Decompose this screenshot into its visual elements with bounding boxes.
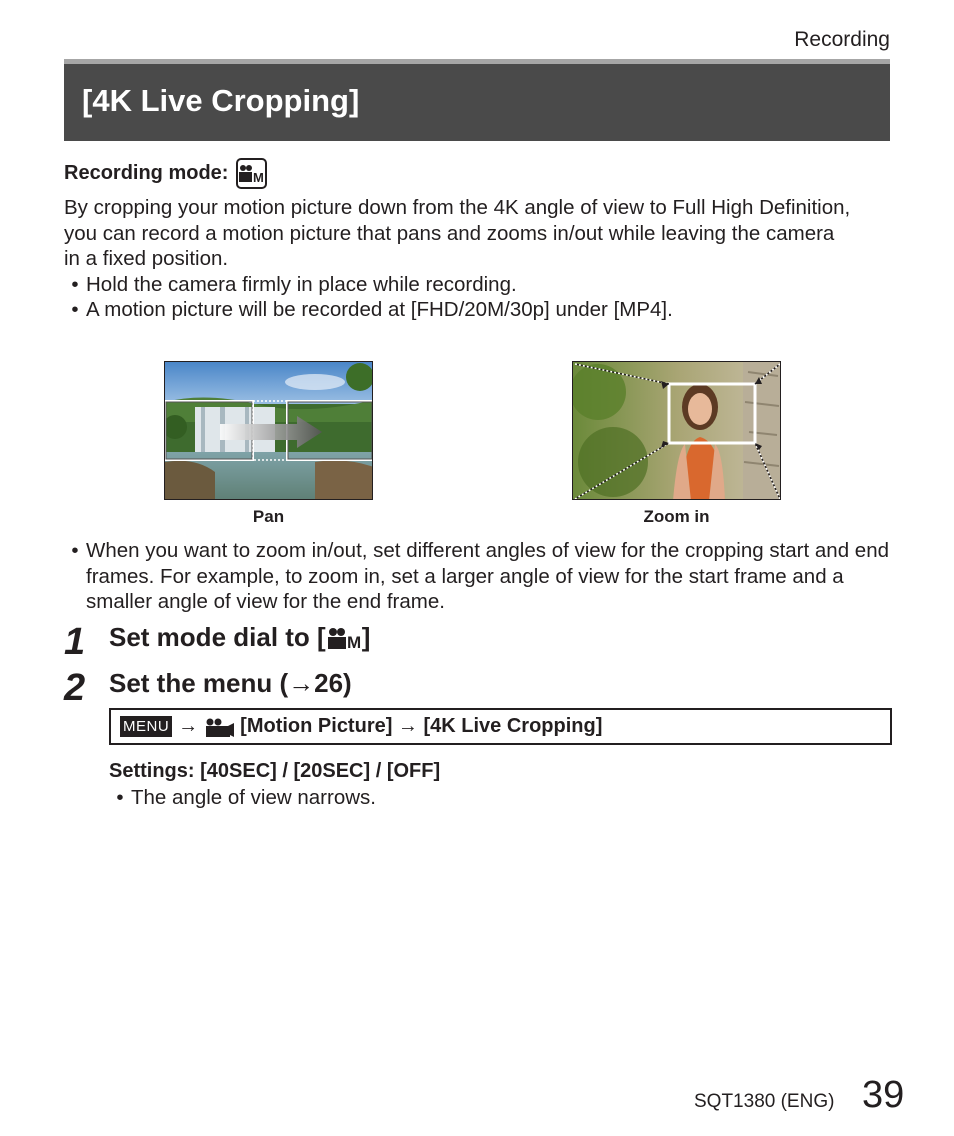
bullet-dot: • [116, 786, 124, 809]
settings-line: Settings: [40SEC] / [20SEC] / [OFF] [109, 760, 441, 782]
title-bar [64, 59, 890, 141]
bullet-text: The angle of view narrows. [131, 786, 376, 809]
bullet-dot: • [71, 273, 79, 296]
pan-caption: Pan [252, 507, 285, 526]
menu-arrow: → [178, 715, 199, 737]
page-title: [4K Live Cropping] [82, 83, 360, 118]
section-label: Recording [794, 28, 890, 51]
motion-picture-menu-icon [204, 717, 234, 737]
menu-icon: MENU [120, 716, 172, 737]
movie-mode-icon [236, 158, 267, 189]
footer-code: SQT1380 (ENG) [694, 1091, 835, 1112]
bullet-settings-note [109, 785, 376, 811]
intro-paragraph: By cropping your motion picture down from the 4K angle of view to Full High Definition, you can record a motion picture that pans and zooms in/out while leaving the camera in a fixed position. [64, 196, 851, 270]
bullet-text: Hold the camera firmly in place while recording. [86, 273, 517, 296]
menu-path-box [109, 708, 892, 745]
step-1-text [109, 622, 370, 653]
bullet-hold-camera [64, 272, 517, 298]
page-number: 39 [862, 1074, 905, 1116]
bullet-format [64, 297, 673, 323]
step-1-suffix: ] [361, 622, 371, 652]
recording-mode [64, 158, 267, 189]
movie-mode-icon [327, 626, 361, 650]
step-1-number: 1 [64, 621, 86, 663]
step-1-icon-letter: M [346, 632, 361, 650]
bullet-dot: • [71, 298, 79, 321]
bullet-zoom-note [64, 538, 894, 615]
step-2-number: 2 [64, 667, 86, 709]
step-1-prefix: Set mode dial to [ [109, 622, 326, 652]
recording-mode-label: Recording mode: [64, 162, 229, 184]
bullet-dot: • [71, 539, 79, 562]
zoom-caption: Zoom in [643, 507, 710, 526]
bullet-text: A motion picture will be recorded at [FHD/20M/30p] under [MP4]. [86, 298, 673, 321]
step-2-text: Set the menu (→26) [109, 668, 352, 698]
zoom-illustration [572, 361, 781, 500]
bullet-text: When you want to zoom in/out, set different angles of view for the cropping start and end frames. For example, to zoom in, set a larger angle of view for the start frame and a smaller angle of view for the end frame. [86, 539, 890, 613]
menu-path-text: [Motion Picture] → [4K Live Cropping] [240, 715, 603, 737]
pan-illustration [164, 361, 373, 500]
mode-icon-letter: M [253, 169, 265, 185]
